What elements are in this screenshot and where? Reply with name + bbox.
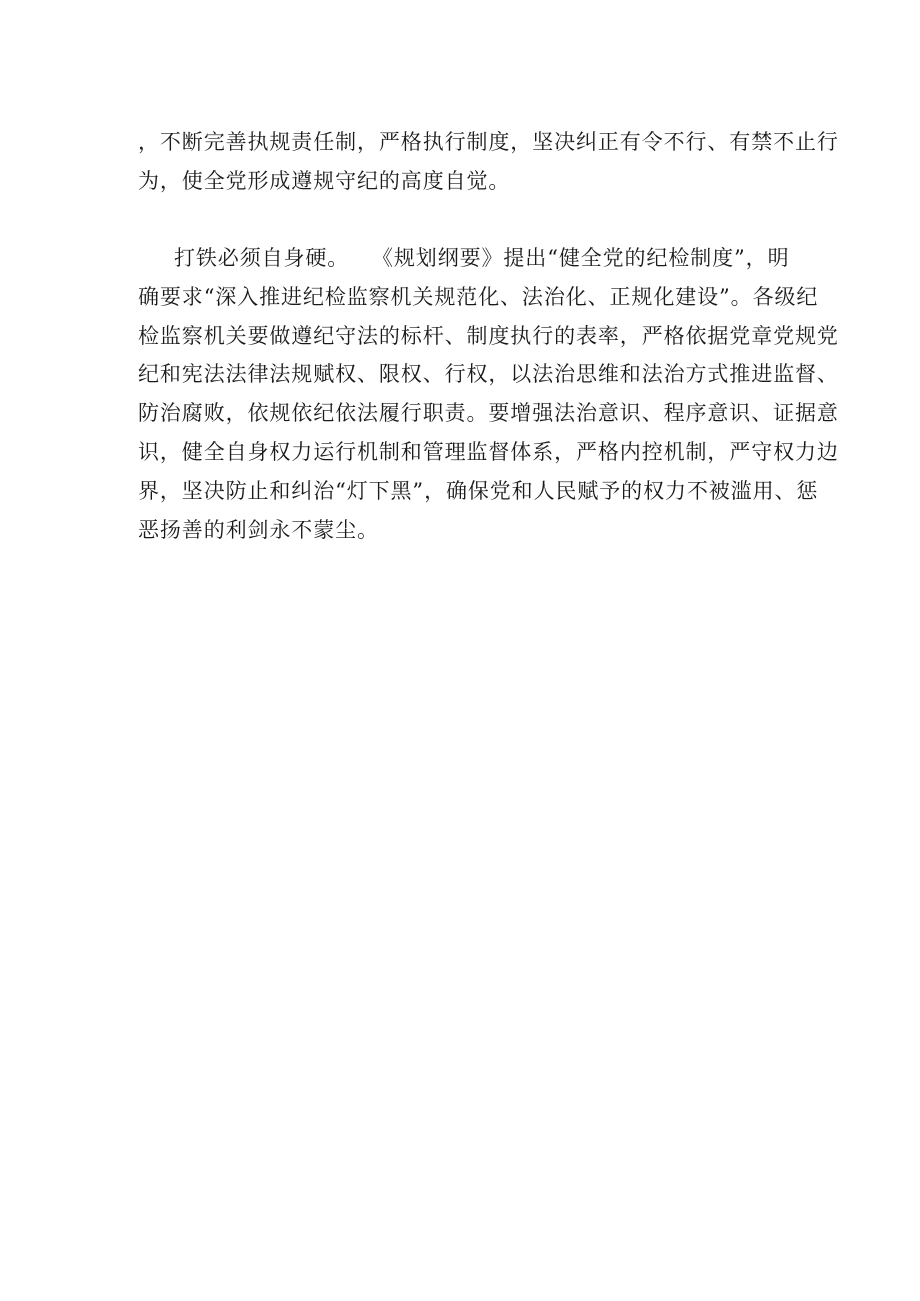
- paragraph-2-line: 打铁必须自身硬。 《规划纲要》提出“健全党的纪检制度”，明: [174, 246, 790, 270]
- paragraph-2-line: 识，健全自身权力运行机制和管理监督体系，严格内控机制，严守权力边: [138, 439, 839, 464]
- paragraph-2-line: 确要求“深入推进纪检监察机关规范化、法治化、正规化建设”。各级纪: [138, 284, 819, 309]
- paragraph-1-line: ，不断完善执规责任制，严格执行制度，坚决纠正有令不行、有禁不止行: [138, 130, 839, 154]
- paragraph-2-line: 恶扬善的利剑永不蒙尘。: [138, 517, 379, 542]
- paragraph-1-line: 为，使全党形成遵规守纪的高度自觉。: [138, 168, 511, 193]
- paragraph-2-line: 纪和宪法法律法规赋权、限权、行权，以法治思维和法治方式推进监督、: [138, 362, 839, 387]
- paragraph-2-line: 界，坚决防止和纠治“灯下黑”，确保党和人民赋予的权力不被滥用、惩: [138, 478, 819, 503]
- paragraph-2-line: 防治腐败，依规依纪依法履行职责。要增强法治意识、程序意识、证据意: [138, 401, 839, 426]
- paragraph-2-line: 检监察机关要做遵纪守法的标杆、制度执行的表率，严格依据党章党规党: [138, 323, 839, 348]
- paragraph-2: [138, 239, 839, 549]
- paragraph-1: [138, 123, 839, 201]
